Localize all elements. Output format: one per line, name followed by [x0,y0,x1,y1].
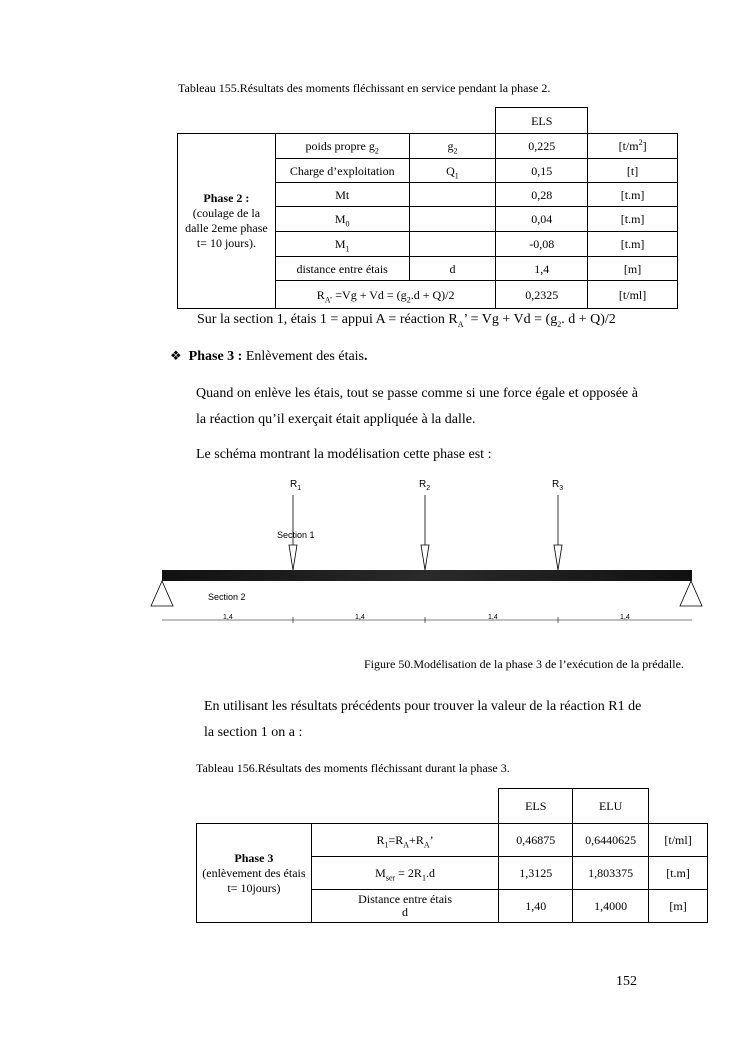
table155 [177,107,678,309]
page-number: 152 [616,974,637,989]
row-label: Charge d’exploitation [275,159,409,183]
force-r3-arrow [554,495,562,570]
force-r3-label: $R_3$ [552,479,564,492]
phase3-table-desc: (enlèvement des étais t= 10jours) [202,865,306,895]
table155-caption: Tableau 155.Résultats des moments fléchissant en service pendant la phase 2. [178,81,551,95]
phase2-title: Phase 2 : [203,191,250,205]
table156-caption: Tableau 156.Résultats des moments fléchissant durant la phase 3. [196,761,510,775]
span-label: 1,4 [620,614,630,621]
row-value: 0,225 [496,134,588,159]
row-unit: [t.m] [588,207,678,232]
row-unit: [t/ml] [649,824,708,857]
paragraph-reaction: En utilisant les résultats précédents pour trouver la valeur de la réaction R1 de la section 1 on a : [204,699,642,740]
paragraph-etais: Quand on enlève les étais, tout se passe comme si une force égale et opposée à la réaction qu’il exerçait était appliquée à la dalle. [196,386,638,427]
row-unit: [m] [588,257,678,281]
row-formula: Distance entre étais d [311,890,499,923]
row-formula: $M_{ser} = 2R_1.d$ [311,857,499,890]
beam-diagram [0,470,745,630]
els-header: ELS [499,789,573,824]
row-unit: [t] [588,159,678,183]
row-formula: $R_1=R_A+R_A$’ [311,824,499,857]
phase3-table-title: Phase 3 [234,850,274,865]
row-symbol: $g_2$ [409,134,496,159]
row-els: 1,40 [499,890,573,923]
reaction-formula: $R_{A’} =Vg + Vd = (g_2.d + Q)/2$ [275,281,496,309]
paragraph-schema: Le schéma montrant la modélisation cette phase est : [196,447,492,462]
span-label: 1,4 [355,614,365,621]
row-symbol: $Q_1$ [409,159,496,183]
figure-caption: Figure 50.Modélisation de la phase 3 de l’exécution de la prédalle. [364,657,684,671]
row-label: poids propre $g_2$ [275,134,409,159]
left-support-icon [151,581,173,606]
row-value: 0,15 [496,159,588,183]
reaction-value: 0,2325 [496,281,588,309]
phase3-heading: ❖ Phase 3 : Enlèvement des étais. [170,348,368,364]
row-value: -0,08 [496,232,588,257]
table156 [196,788,708,923]
row-unit: [m] [649,890,708,923]
row-value: 1,4 [496,257,588,281]
row-unit: $[t/m^2]$ [588,134,678,159]
row-elu: 1,4000 [573,890,649,923]
force-r2-arrow [421,495,429,570]
row-symbol: d [409,257,496,281]
row-els: 0,46875 [499,824,573,857]
beam [162,570,692,581]
reaction-unit: [t/ml] [588,281,678,309]
row-unit: [t.m] [588,232,678,257]
phase2-cell [178,134,276,309]
section-line: Sur la section 1, étais 1 = appui A = réaction $R_A$’ = $Vg + Vd = (g_2$. d + Q)/2 [197,312,616,329]
els-header: ELS [496,108,588,134]
row-symbol [409,232,496,257]
row-unit: [t.m] [649,857,708,890]
right-support-icon [680,581,702,606]
row-value: 0,28 [496,183,588,207]
phase3-cell [197,824,312,923]
force-r1-label: $R_1$ [290,479,302,492]
diamond-bullet-icon: ❖ [170,348,182,363]
phase2-desc: (coulage de la dalle 2eme phase t= 10 jours). [185,206,268,250]
row-elu: 1,803375 [573,857,649,890]
row-symbol [409,183,496,207]
phase3-title: Phase 3 : [188,349,243,364]
span-label: 1,4 [223,614,233,621]
elu-header: ELU [573,789,649,824]
row-label: Mt [275,183,409,207]
span-label: 1,4 [488,614,498,621]
row-elu: 0,6440625 [573,824,649,857]
row-label: $M_1$ [275,232,409,257]
row-symbol [409,207,496,232]
row-unit: [t.m] [588,183,678,207]
section1-label: Section 1 [277,530,315,540]
row-label: distance entre étais [275,257,409,281]
row-value: 0,04 [496,207,588,232]
row-label: $M_0$ [275,207,409,232]
row-els: 1,3125 [499,857,573,890]
section2-label: Section 2 [208,592,246,602]
force-r2-label: $R_2$ [419,479,431,492]
